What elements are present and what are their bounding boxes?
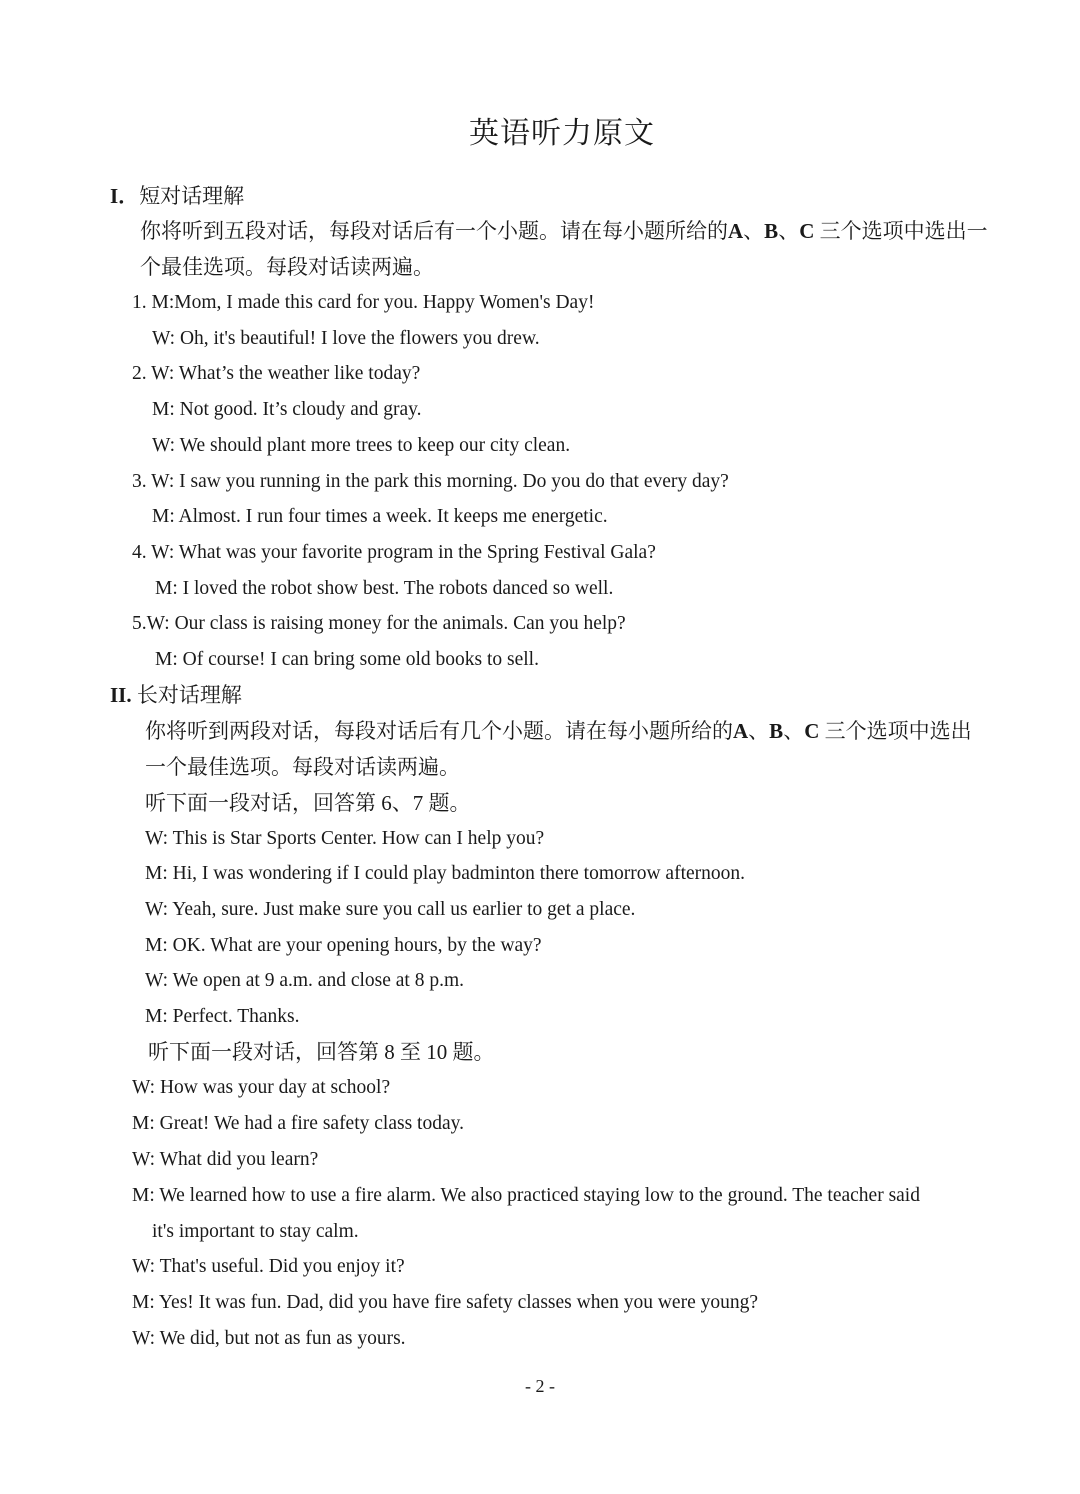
dialogue-line: M: Great! We had a fire safety class today.: [132, 1113, 464, 1134]
section-1-heading: [110, 184, 244, 208]
section-2-heading: [110, 683, 242, 707]
section-1-title: 短对话理解: [139, 184, 245, 208]
dialogue-line: 3. W: I saw you running in the park this morning. Do you do that every day?: [132, 471, 729, 492]
dialogue-line: W: We open at 9 a.m. and close at 8 p.m.: [145, 970, 465, 991]
dialogue-line: M: We learned how to use a fire alarm. We also practiced staying low to the ground. The teacher said: [132, 1185, 920, 1206]
section-1-instruction-line-2: 个最佳选项。每段对话读两遍。: [140, 255, 434, 279]
dialogue-line: it's important to stay calm.: [152, 1221, 359, 1242]
subsection-6-7-instruction: 听下面一段对话，回答第 6、7 题。: [145, 791, 471, 815]
dialogue-line: M: I loved the robot show best. The robots danced so well.: [155, 578, 614, 599]
page-title: 英语听力原文: [469, 117, 655, 150]
section-1-instruction-line-1: 你将听到五段对话，每段对话后有一个小题。请在每小题所给的A、B、C 三个选项中选出一: [140, 219, 988, 243]
dialogue-line: 5.W: Our class is raising money for the animals. Can you help?: [132, 613, 626, 634]
dialogue-line: M: Yes! It was fun. Dad, did you have fire safety classes when you were young?: [132, 1292, 759, 1313]
dialogue-line: W: This is Star Sports Center. How can I help you?: [145, 828, 545, 849]
dialogue-line: M: Hi, I was wondering if I could play badminton there tomorrow afternoon.: [145, 863, 746, 884]
section-1-number: I．: [110, 184, 140, 208]
page-number: - 2 -: [525, 1376, 555, 1396]
dialogue-line: W: What did you learn?: [132, 1149, 319, 1170]
section-2-number: II.: [110, 683, 132, 707]
dialogue-line: W: We should plant more trees to keep our city clean.: [152, 435, 571, 456]
subsection-8-10-instruction: 听下面一段对话，回答第 8 至 10 题。: [148, 1040, 495, 1064]
dialogue-line: W: That's useful. Did you enjoy it?: [132, 1256, 405, 1277]
dialogue-line: M: Not good. It’s cloudy and gray.: [152, 399, 422, 420]
dialogue-line: 1. M:Mom, I made this card for you. Happy Women's Day!: [132, 292, 595, 313]
dialogue-line: 2. W: What’s the weather like today?: [132, 363, 421, 384]
dialogue-line: 4. W: What was your favorite program in the Spring Festival Gala?: [132, 542, 656, 563]
dialogue-line: M: OK. What are your opening hours, by the way?: [145, 935, 542, 956]
dialogue-line: W: Yeah, sure. Just make sure you call us earlier to get a place.: [145, 899, 636, 920]
dialogue-line: W: Oh, it's beautiful! I love the flowers you drew.: [152, 328, 540, 349]
section-2-instruction-line-2: 一个最佳选项。每段对话读两遍。: [145, 755, 460, 779]
dialogue-line: W: How was your day at school?: [132, 1077, 391, 1098]
dialogue-line: W: We did, but not as fun as yours.: [132, 1328, 406, 1349]
dialogue-line: M: Almost. I run four times a week. It keeps me energetic.: [152, 506, 608, 527]
section-2-instruction-line-1: 你将听到两段对话，每段对话后有几个小题。请在每小题所给的A、B、C 三个选项中选出: [145, 719, 972, 743]
dialogue-line: M: Of course! I can bring some old books to sell.: [155, 649, 539, 670]
dialogue-line: M: Perfect. Thanks.: [145, 1006, 300, 1027]
section-2-title: 长对话理解: [136, 683, 242, 707]
